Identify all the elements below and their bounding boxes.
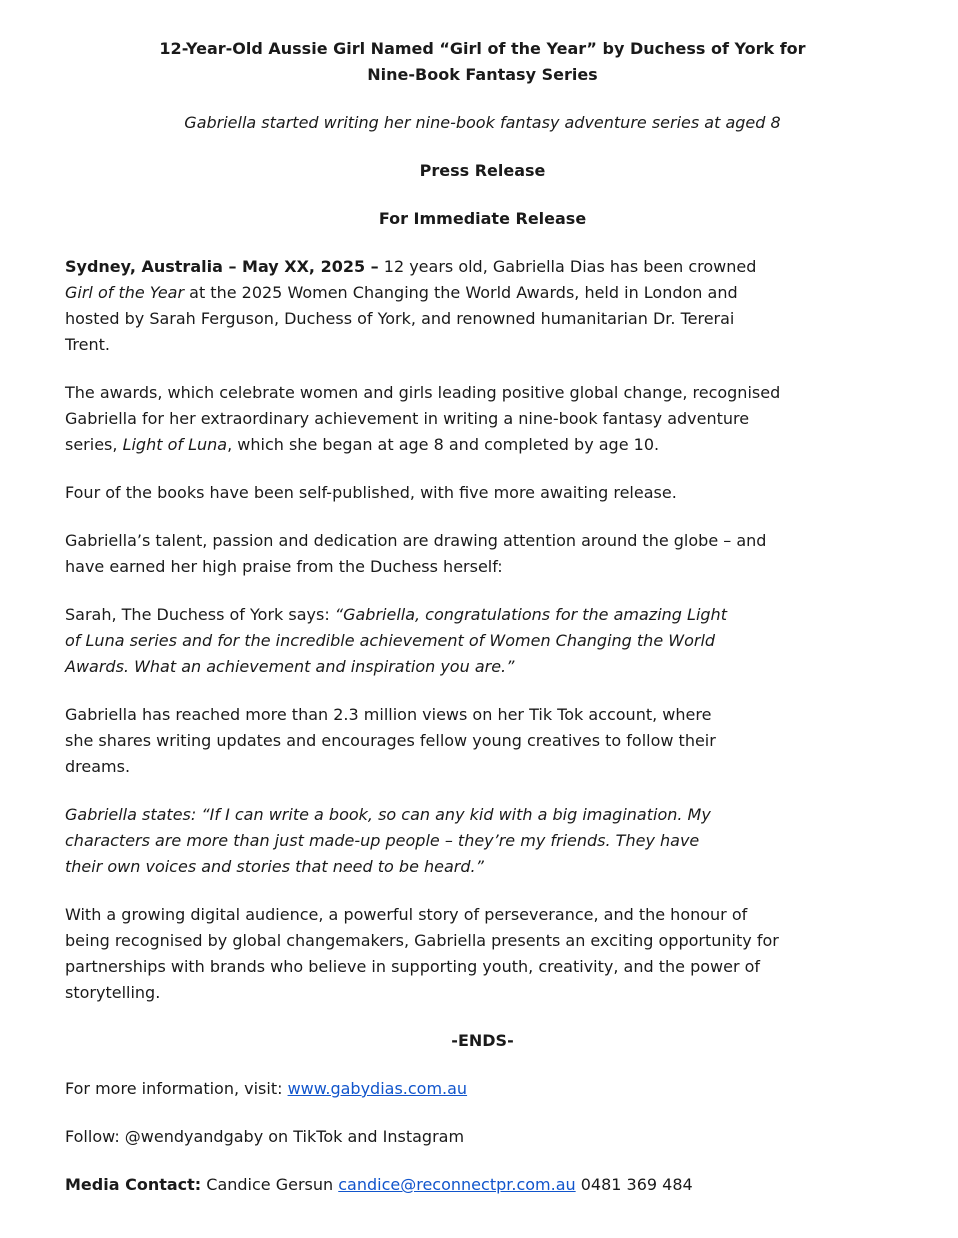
paragraph-awards (65, 380, 900, 458)
text-run: hosted by Sarah Ferguson, Duchess of York, and renowned humanitarian Dr. Tererai (65, 309, 735, 328)
text-run: characters are more than just made-up people – they’re my friends. They have (65, 831, 700, 850)
text-run: 12-Year-Old Aussie Girl Named “Girl of the Year” by Duchess of York for (159, 39, 806, 58)
text-run: their own voices and stories that need to be heard.” (65, 857, 484, 876)
ends-marker (65, 1028, 900, 1054)
subheadline (65, 110, 900, 136)
text-run: she shares writing updates and encourages fellow young creatives to follow their (65, 731, 716, 750)
text-run: For more information, visit: (65, 1079, 288, 1098)
text-run: of Luna series and for the incredible achievement of Women Changing the World (65, 631, 716, 650)
text-run: Sarah, The Duchess of York says: (65, 605, 335, 624)
text-run: Girl of the Year (65, 283, 185, 302)
text-run: have earned her high praise from the Duchess herself: (65, 557, 503, 576)
text-run: 12 years old, Gabriella Dias has been crowned (378, 257, 757, 276)
text-run: storytelling. (65, 983, 161, 1002)
website-link[interactable]: www.gabydias.com.au (287, 1079, 468, 1098)
text-run: Nine-Book Fantasy Series (367, 65, 598, 84)
text-run: Sydney, Australia – May XX, 2025 – (65, 257, 379, 276)
email-link[interactable]: candice@reconnectpr.com.au (338, 1175, 576, 1194)
text-run: 0481 369 484 (575, 1175, 693, 1194)
text-run: being recognised by global changemakers, Gabriella presents an exciting opportunity for (65, 931, 779, 950)
text-run: partnerships with brands who believe in supporting youth, creativity, and the power of (65, 957, 761, 976)
paragraph-duchess-quote (65, 602, 900, 680)
text-run: at the 2025 Women Changing the World Awards, held in London and (184, 283, 738, 302)
text-run: Light of Luna (122, 435, 228, 454)
text-run: Press Release (419, 161, 546, 180)
paragraph-published (65, 480, 900, 506)
text-run: For Immediate Release (378, 209, 587, 228)
text-run: Gabriella states: “If I can write a book, so can any kid with a big imagination. My (65, 805, 711, 824)
text-run: Gabriella’s talent, passion and dedication are drawing attention around the globe – and (65, 531, 767, 550)
text-run: Candice Gersun (201, 1175, 339, 1194)
text-run: With a growing digital audience, a powerful story of perseverance, and the honour of (65, 905, 748, 924)
text-run: Gabriella started writing her nine-book fantasy adventure series at aged 8 (184, 113, 781, 132)
follow-line (65, 1124, 900, 1150)
text-run: -ENDS- (451, 1031, 514, 1050)
text-run: Follow: @wendyandgaby on TikTok and Instagram (65, 1127, 465, 1146)
text-run: series, (65, 435, 123, 454)
text-run: , which she began at age 8 and completed by age 10. (227, 435, 660, 454)
paragraph-dateline (65, 254, 900, 358)
text-run: Gabriella has reached more than 2.3 million views on her Tik Tok account, where (65, 705, 712, 724)
text-run: Four of the books have been self-published, with five more awaiting release. (65, 483, 677, 502)
paragraph-partnerships (65, 902, 900, 1006)
media-contact-line (65, 1172, 900, 1198)
text-run: Trent. (65, 335, 110, 354)
paragraph-talent (65, 528, 900, 580)
text-run: dreams. (65, 757, 131, 776)
text-run: Gabriella for her extraordinary achievement in writing a nine-book fantasy adventure (65, 409, 750, 428)
press-release-label (65, 158, 900, 184)
headline (65, 36, 900, 88)
text-run: Media Contact: (65, 1175, 202, 1194)
paragraph-gabriella-quote (65, 802, 900, 880)
text-run: The awards, which celebrate women and girls leading positive global change, recognised (65, 383, 781, 402)
text-run: “Gabriella, congratulations for the amazing Light (334, 605, 727, 624)
text-run: Awards. What an achievement and inspiration you are.” (65, 657, 515, 676)
paragraph-tiktok (65, 702, 900, 780)
immediate-release-label (65, 206, 900, 232)
document (65, 36, 900, 1198)
more-info-line (65, 1076, 900, 1102)
